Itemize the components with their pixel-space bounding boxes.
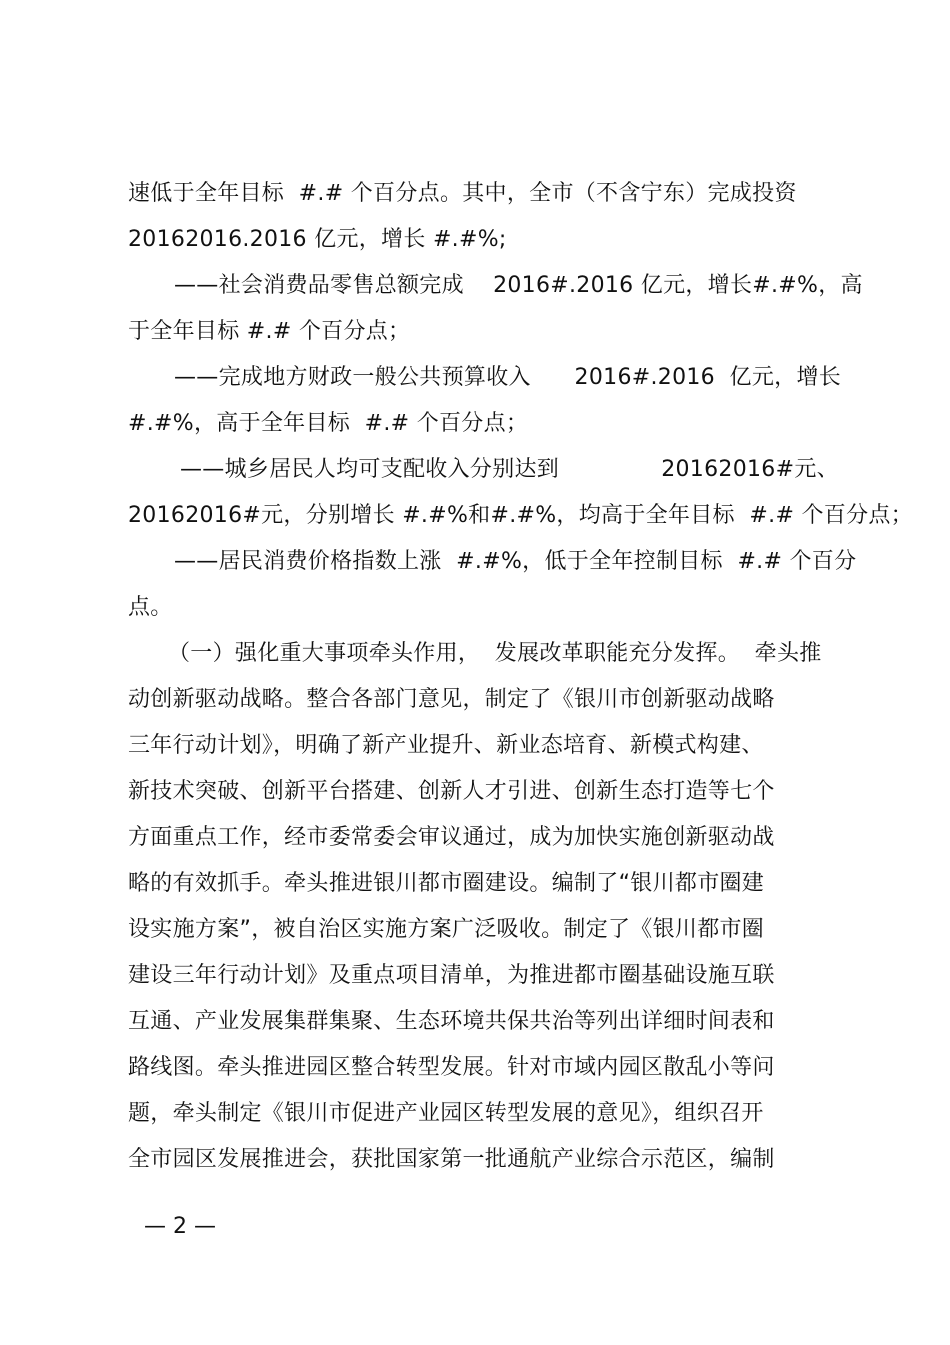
text-line: 速低于全年目标 #.# 个百分点。其中，全市（不含宁东）完成投资: [128, 181, 797, 206]
text-line: 点。: [128, 595, 173, 620]
text-line: 于全年目标 #.# 个百分点；: [128, 319, 411, 344]
text-line: ——居民消费价格指数上涨 #.#%，低于全年控制目标 #.# 个百分: [174, 549, 857, 574]
section-heading-line: （一）强化重大事项牵头作用， 发展改革职能充分发挥。 牵头推: [168, 641, 822, 666]
page-number: — 2 —: [144, 1214, 216, 1239]
text-line: ——社会消费品零售总额完成 2016#.2016 亿元，增长#.#%，高: [174, 273, 863, 298]
text-line: ——完成地方财政一般公共预算收入 2016#.2016 亿元，增长: [174, 365, 842, 390]
text-line: 新技术突破、创新平台搭建、创新人才引进、创新生态打造等七个: [128, 779, 775, 804]
text-line: 略的有效抓手。牵头推进银川都市圈建设。编制了“银川都市圈建: [128, 871, 765, 896]
text-line: 动创新驱动战略。整合各部门意见，制定了《银川市创新驱动战略: [128, 687, 775, 712]
text-line: 互通、产业发展集群集聚、生态环境共保共治等列出详细时间表和: [128, 1009, 775, 1034]
text-line: 全市园区发展推进会，获批国家第一批通航产业综合示范区，编制: [128, 1147, 775, 1172]
text-line: 路线图。牵头推进园区整合转型发展。针对市域内园区散乱小等问: [128, 1055, 775, 1080]
text-line: #.#%，高于全年目标 #.# 个百分点；: [128, 411, 529, 436]
text-line: 题，牵头制定《银川市促进产业园区转型发展的意见》，组织召开: [128, 1101, 764, 1126]
text-line: 方面重点工作，经市委常委会审议通过，成为加快实施创新驱动战: [128, 825, 775, 850]
text-line: 20162016#元，分别增长 #.#%和#.#%，均高于全年目标 #.# 个百分点；: [128, 503, 913, 528]
text-line: 20162016.2016 亿元，增长 #.#%;: [128, 227, 507, 252]
text-line: ——城乡居民人均可支配收入分别达到 20162016#元、: [180, 457, 839, 482]
text-line: 设实施方案”，被自治区实施方案广泛吸收。制定了《银川都市圈: [128, 917, 765, 942]
text-line: 三年行动计划》，明确了新产业提升、新业态培育、新模式构建、: [128, 733, 764, 758]
text-line: 建设三年行动计划》及重点项目清单，为推进都市圈基础设施互联: [128, 963, 775, 988]
